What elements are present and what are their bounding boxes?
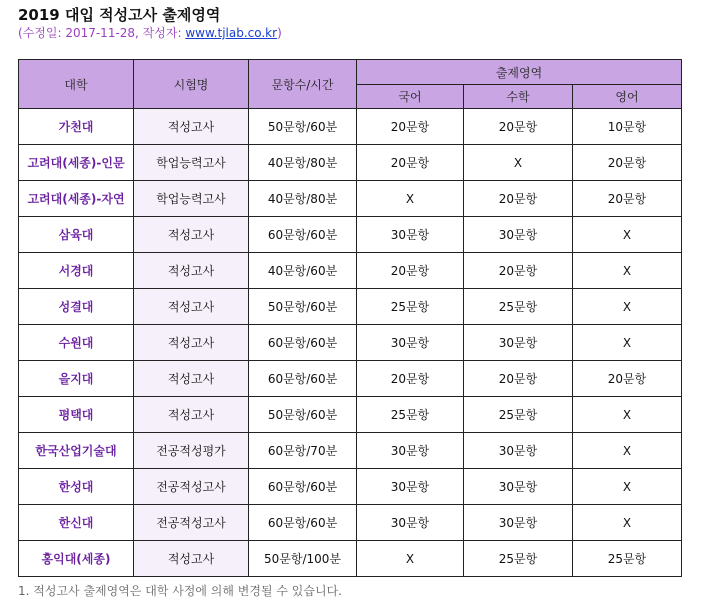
exam-cell: 학업능력고사 (134, 145, 249, 181)
exam-cell: 전공적성평가 (134, 433, 249, 469)
university-cell: 한신대 (19, 505, 134, 541)
university-cell: 홍익대(세종) (19, 541, 134, 577)
count-time-cell: 50문항/100분 (249, 541, 357, 577)
math-cell: 25문항 (464, 541, 573, 577)
count-time-cell: 60문항/60분 (249, 361, 357, 397)
english-cell: 20문항 (573, 145, 682, 181)
count-time-cell: 50문항/60분 (249, 289, 357, 325)
university-cell: 서경대 (19, 253, 134, 289)
korean-cell: 20문항 (357, 361, 464, 397)
exam-cell: 적성고사 (134, 541, 249, 577)
korean-cell: 25문항 (357, 397, 464, 433)
exam-cell: 전공적성고사 (134, 505, 249, 541)
korean-cell: 20문항 (357, 253, 464, 289)
english-cell: X (573, 325, 682, 361)
university-cell: 한성대 (19, 469, 134, 505)
exam-cell: 전공적성고사 (134, 469, 249, 505)
exam-cell: 적성고사 (134, 397, 249, 433)
university-cell: 삼육대 (19, 217, 134, 253)
count-time-cell: 50문항/60분 (249, 397, 357, 433)
korean-cell: 30문항 (357, 325, 464, 361)
table-row (19, 217, 682, 253)
header-university: 대학 (19, 60, 134, 109)
exam-cell: 적성고사 (134, 109, 249, 145)
english-cell: X (573, 397, 682, 433)
exam-cell: 학업능력고사 (134, 181, 249, 217)
count-time-cell: 40문항/60분 (249, 253, 357, 289)
table-row (19, 109, 682, 145)
header-count-time: 문항수/시간 (249, 60, 357, 109)
english-cell: 20문항 (573, 361, 682, 397)
table-row (19, 541, 682, 577)
korean-cell: 25문항 (357, 289, 464, 325)
math-cell: X (464, 145, 573, 181)
math-cell: 30문항 (464, 325, 573, 361)
korean-cell: X (357, 181, 464, 217)
korean-cell: X (357, 541, 464, 577)
author-link[interactable]: www.tjlab.co.kr (185, 26, 278, 40)
table-row (19, 289, 682, 325)
math-cell: 30문항 (464, 505, 573, 541)
exam-areas-table (18, 59, 682, 577)
count-time-cell: 60문항/70분 (249, 433, 357, 469)
university-cell: 고려대(세종)-인문 (19, 145, 134, 181)
header-exam: 시험명 (134, 60, 249, 109)
header-areas: 출제영역 (357, 60, 682, 85)
table-row (19, 433, 682, 469)
university-cell: 한국산업기술대 (19, 433, 134, 469)
count-time-cell: 60문항/60분 (249, 505, 357, 541)
count-time-cell: 60문항/60분 (249, 469, 357, 505)
table-row (19, 253, 682, 289)
university-cell: 가천대 (19, 109, 134, 145)
header-row (19, 60, 682, 85)
korean-cell: 20문항 (357, 145, 464, 181)
header-english: 영어 (573, 85, 682, 109)
university-cell: 평택대 (19, 397, 134, 433)
english-cell: X (573, 433, 682, 469)
english-cell: X (573, 469, 682, 505)
count-time-cell: 60문항/60분 (249, 217, 357, 253)
korean-cell: 30문항 (357, 469, 464, 505)
table-row (19, 145, 682, 181)
english-cell: X (573, 253, 682, 289)
korean-cell: 30문항 (357, 433, 464, 469)
subtitle-suffix: ) (277, 26, 282, 40)
math-cell: 20문항 (464, 109, 573, 145)
subtitle (18, 24, 282, 41)
math-cell: 25문항 (464, 289, 573, 325)
table-row (19, 505, 682, 541)
count-time-cell: 50문항/60분 (249, 109, 357, 145)
table-row (19, 181, 682, 217)
university-cell: 성결대 (19, 289, 134, 325)
exam-cell: 적성고사 (134, 361, 249, 397)
english-cell: X (573, 505, 682, 541)
header-math: 수학 (464, 85, 573, 109)
math-cell: 20문항 (464, 181, 573, 217)
table-row (19, 325, 682, 361)
english-cell: X (573, 289, 682, 325)
exam-cell: 적성고사 (134, 325, 249, 361)
table-row (19, 469, 682, 505)
page-title: 2019 대입 적성고사 출제영역 (18, 6, 221, 24)
math-cell: 30문항 (464, 217, 573, 253)
count-time-cell: 40문항/80분 (249, 181, 357, 217)
exam-cell: 적성고사 (134, 217, 249, 253)
footnote: 1. 적성고사 출제영역은 대학 사정에 의해 변경될 수 있습니다. (18, 584, 342, 598)
subtitle-prefix: (수정일: 2017-11-28, 작성자: (18, 26, 186, 40)
english-cell: 20문항 (573, 181, 682, 217)
english-cell: 10문항 (573, 109, 682, 145)
math-cell: 20문항 (464, 361, 573, 397)
table-row (19, 397, 682, 433)
header-korean: 국어 (357, 85, 464, 109)
english-cell: 25문항 (573, 541, 682, 577)
korean-cell: 30문항 (357, 217, 464, 253)
math-cell: 20문항 (464, 253, 573, 289)
english-cell: X (573, 217, 682, 253)
university-cell: 을지대 (19, 361, 134, 397)
count-time-cell: 40문항/80분 (249, 145, 357, 181)
math-cell: 30문항 (464, 433, 573, 469)
math-cell: 30문항 (464, 469, 573, 505)
exam-cell: 적성고사 (134, 289, 249, 325)
university-cell: 고려대(세종)-자연 (19, 181, 134, 217)
table-row (19, 361, 682, 397)
korean-cell: 20문항 (357, 109, 464, 145)
count-time-cell: 60문항/60분 (249, 325, 357, 361)
exam-cell: 적성고사 (134, 253, 249, 289)
university-cell: 수원대 (19, 325, 134, 361)
korean-cell: 30문항 (357, 505, 464, 541)
math-cell: 25문항 (464, 397, 573, 433)
